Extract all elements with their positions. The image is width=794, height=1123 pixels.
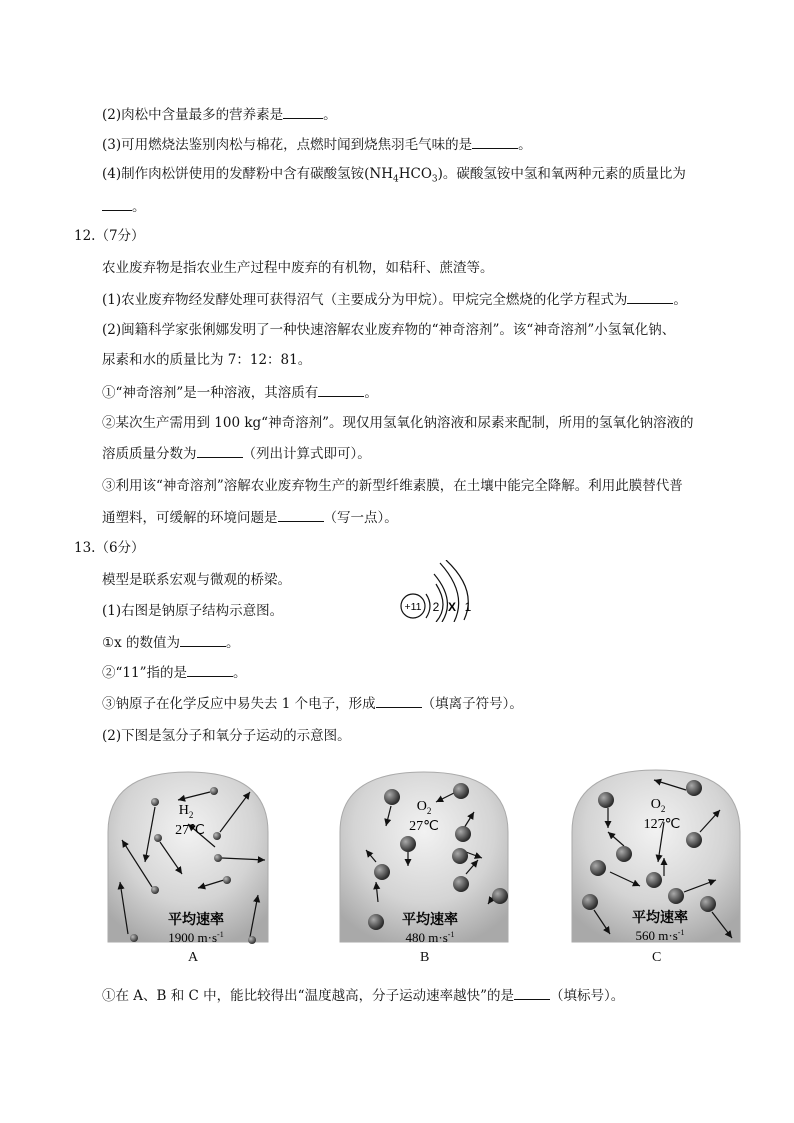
oxygen-molecule [384,789,400,805]
oxygen-molecule [400,836,416,852]
rate-value: 560 $m\cdot s^{-1}$ [635,928,685,943]
molecule-motion-figure [100,762,750,972]
temperature-label: 27℃ [175,823,205,838]
q12-part2-line2: 尿素和水的质量比为 7：12：81。 [102,352,312,368]
oxygen-molecule [590,860,606,876]
oxygen-molecule [700,896,716,912]
oxygen-molecule [453,783,469,799]
answer-blank[interactable] [472,134,518,149]
q13-sub2: ②“11”指的是 。 [102,662,246,683]
hydrogen-molecule [154,834,162,842]
rate-value: 480 $m\cdot s^{-1}$ [405,930,455,945]
sodium-atom-diagram [398,560,488,622]
oxygen-molecule [452,848,468,864]
oxygen-molecule [368,914,384,930]
hydrogen-molecule [151,886,159,894]
q13-part2: (2)下图是氢分子和氧分子运动的示意图。 [102,728,351,744]
panel-c-caption: C [652,950,662,965]
hydrogen-molecule [248,936,256,944]
answer-blank[interactable] [278,507,324,522]
q13-sub3: ③钠原子在化学反应中易失去 1 个电子，形成 （填离子符号）。 [102,693,523,714]
oxygen-molecule [374,864,390,880]
panel-a-caption: A [188,950,199,965]
q12-sub2-line1: ②某次生产需用到 100 kg“神奇溶剂”。现仅用氢氧化钠溶液和尿素来配制，所用的氢氧化钠溶液的 [102,415,694,431]
q13-figure-question: ①在 A、B 和 C 中，能比较得出“温度越高，分子运动速率越快”的是 （填标号）。 [102,985,624,1006]
shell3-electrons: 1 [464,600,472,614]
q13-intro: 模型是联系宏观与微观的桥梁。 [102,572,291,588]
answer-blank[interactable] [376,693,422,708]
rate-label: 平均速率 [168,912,224,928]
q11-p3-text: (3)可用燃烧法鉴别肉松与棉花，点燃时闻到烧焦羽毛气味的是 [102,137,473,153]
gas-label: $H_2$ [178,803,194,820]
hydrogen-molecule [210,787,218,795]
q11-part4-answer: 。 [102,196,146,217]
q12-intro: 农业废弃物是指农业生产过程中废弃的有机物，如秸秆、蔗渣等。 [102,260,494,276]
panel-b-caption: B [420,950,430,965]
temperature-label: 27℃ [409,819,439,834]
q12-sub1: ①“神奇溶剂”是一种溶液，其溶质有 。 [102,382,378,403]
oxygen-molecule [582,894,598,910]
answer-blank[interactable] [187,662,233,677]
oxygen-molecule [616,846,632,862]
answer-blank[interactable] [180,632,226,647]
q12-sub3-line2: 通塑料，可缓解的环境问题是 （写一点）。 [102,507,398,528]
shell1-electrons: 2 [432,600,440,614]
q13-part1: (1)右图是钠原子结构示意图。 [102,603,284,619]
gas-label: $O_2$ [416,799,432,816]
panel-c [572,770,740,943]
q12-part1: (1)农业废弃物经发酵处理可获得沼气（主要成分为甲烷）。甲烷完全燃烧的化学方程式为 。 [102,289,687,310]
q11-part3: (3)可用燃烧法鉴别肉松与棉花，点燃时闻到烧焦羽毛气味的是 。 [102,134,532,155]
rate-label: 平均速率 [632,910,688,926]
oxygen-molecule [646,872,662,888]
oxygen-molecule [686,832,702,848]
q12-part2-line1: (2)闽籍科学家张俐娜发明了一种快速溶解农业废弃物的“神奇溶剂”。该“神奇溶剂”小氢氧化钠、 [102,322,676,338]
oxygen-molecule [686,780,702,796]
panel-b [340,772,508,945]
answer-blank[interactable] [197,443,243,458]
q13-sub1: ①x 的数值为 。 [102,632,240,653]
hydrogen-molecule [223,876,231,884]
oxygen-molecule [492,888,508,904]
nucleus-charge: +11 [404,601,422,613]
temperature-label: 127℃ [643,817,681,832]
shell2-electrons: X [447,600,457,614]
hydrogen-molecule [213,832,221,840]
answer-blank[interactable] [514,985,550,1000]
hydrogen-molecule [130,934,138,942]
q11-part2: (2)肉松中含量最多的营养素是 。 [102,104,337,125]
q12-sub2-line2: 溶质质量分数为 （列出计算式即可）。 [102,443,371,464]
rate-value: 1900 $m\cdot s^{-1}$ [168,930,224,945]
oxygen-molecule [455,826,471,842]
panel-a [108,772,268,945]
q12-header: 12.（7分） [74,228,145,244]
q11-p2-text: (2)肉松中含量最多的营养素是 [102,107,284,123]
q12-sub3-line1: ③利用该“神奇溶剂”溶解农业废弃物生产的新型纤维素膜，在土壤中能完全降解。利用此膜替代普 [102,478,683,494]
answer-blank[interactable] [627,289,673,304]
electron-shell-arc [426,594,430,618]
answer-blank[interactable] [102,196,132,211]
oxygen-molecule [453,876,469,892]
hydrogen-molecule [151,798,159,806]
oxygen-molecule [668,888,684,904]
gas-label: $O_2$ [650,797,666,814]
hydrogen-molecule [214,854,222,862]
q11-part4: (4)制作肉松饼使用的发酵粉中含有碳酸氢铵$(NH_4HCO_3)$。碳酸氢铵中氢和氧两种元素的质量比为 [102,166,686,185]
oxygen-molecule [598,792,614,808]
q13-header: 13.（6分） [74,540,145,556]
answer-blank[interactable] [318,382,364,397]
answer-blank[interactable] [283,104,323,119]
rate-label: 平均速率 [402,912,458,928]
